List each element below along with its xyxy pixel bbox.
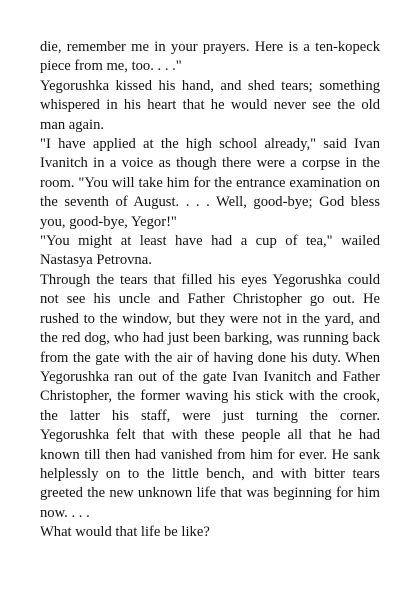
paragraph: "You might at least have had a cup of tea," wailed Nastasya Petrovna. xyxy=(40,233,380,269)
paragraph: Yegorushka kissed his hand, and shed tears; something whispered in his heart that he would never see the old man again. xyxy=(40,77,380,133)
paragraph: "I have applied at the high school already," said Ivan Ivanitch in a voice as though there were a corpse in the room. "You will take him for the entrance examination on the seventh of August. . . . Well, good-bye; God bless you, good-bye, Yegor!" xyxy=(40,136,380,230)
paragraph: What would that life be like? xyxy=(40,524,210,541)
document-page xyxy=(40,38,380,543)
paragraph: Through the tears that filled his eyes Yegorushka could not see his uncle and Father Christopher go out. He rushed to the window, but they were not in the yard, and the red dog, who had just been barking, was running back from the gate with the air of having done his duty. When Yegorushka ran out of the gate Ivan Ivanitch and Father Christopher, the former waving his stick with the crook, the latter his staff, were just turning the corner. Yegorushka felt that with these people all that he had known till then had vanished from him for ever. He sank helplessly on to the little bench, and with bitter tears greeted the new unknown life that was beginning for him now. . . . xyxy=(40,271,380,521)
paragraph: die, remember me in your prayers. Here is a ten-kopeck piece from me, too. . . ." xyxy=(40,39,380,75)
